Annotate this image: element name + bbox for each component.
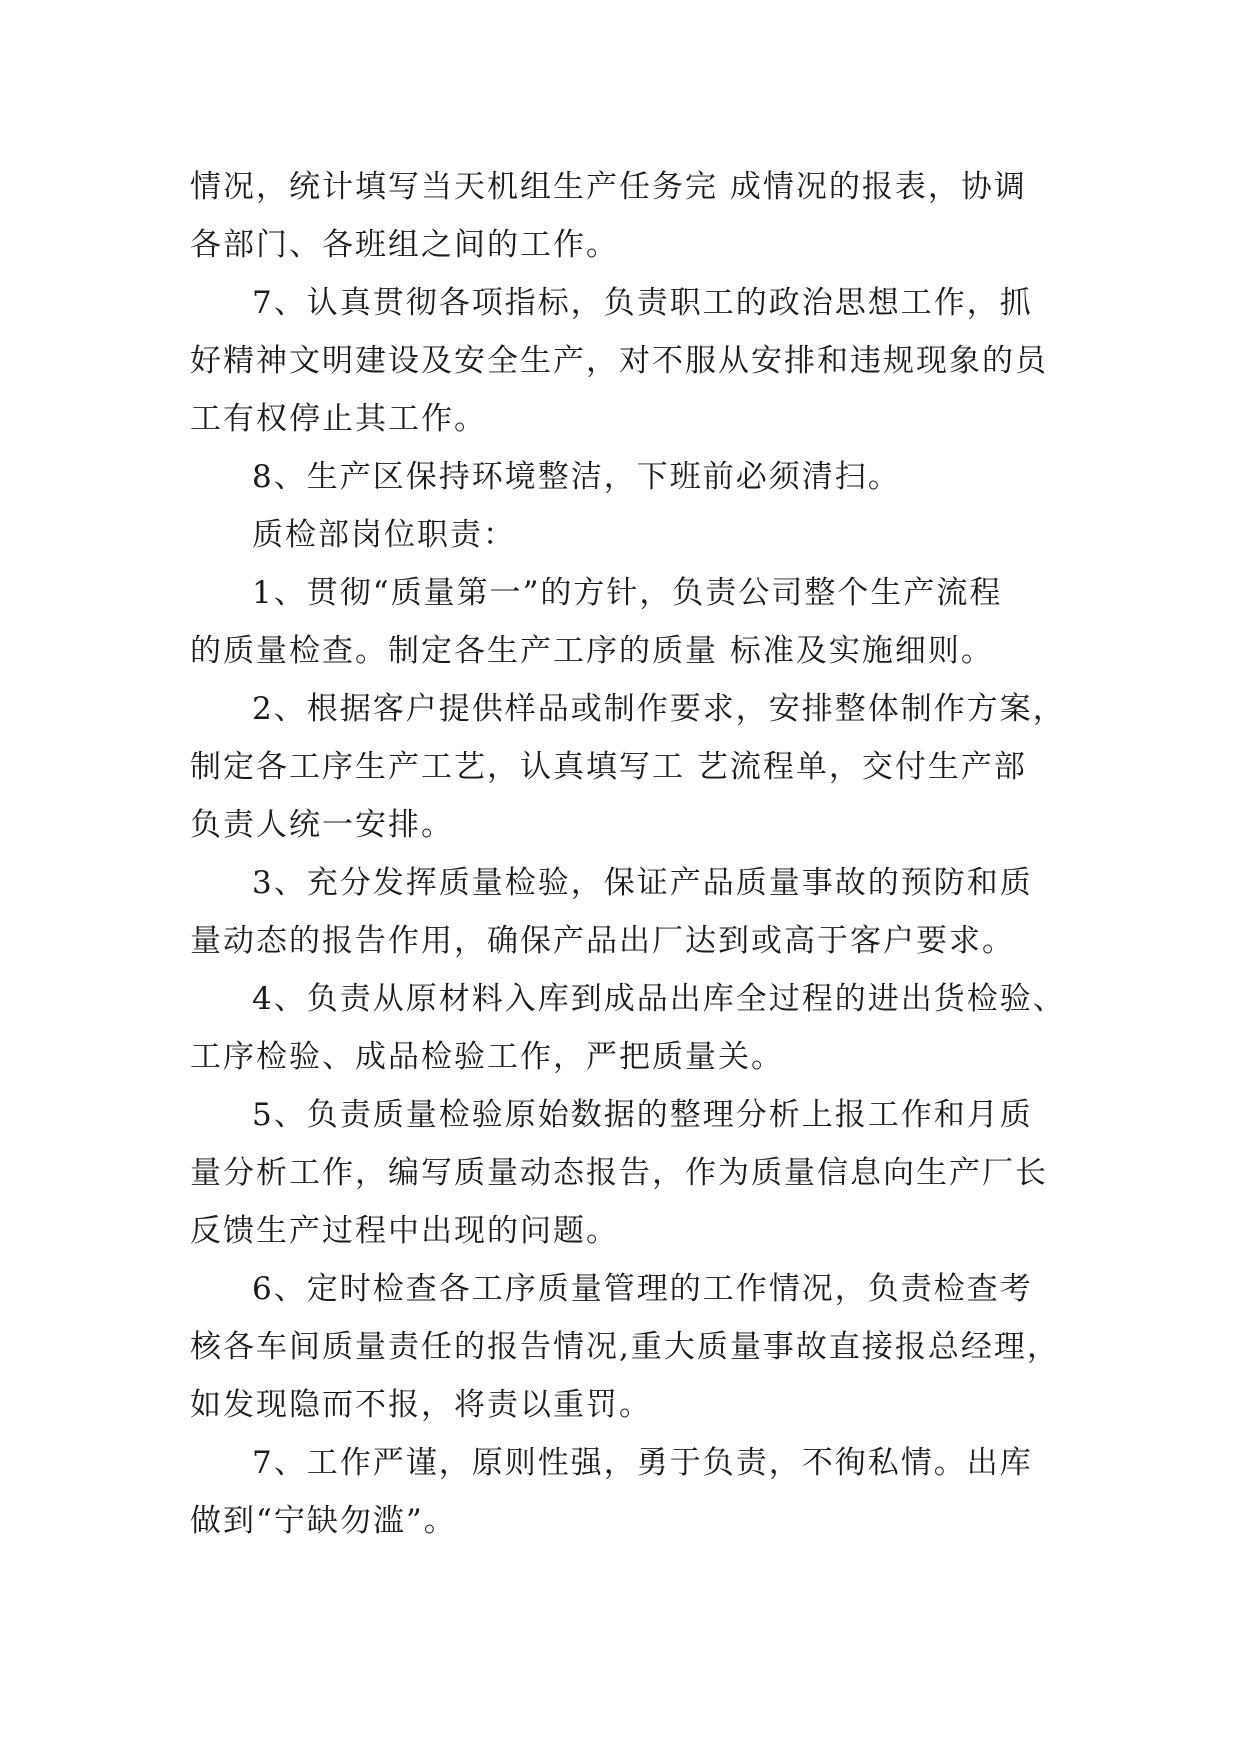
text-line: 7、工作严谨，原则性强，勇于负责，不徇私情。出库: [252, 1445, 1033, 1481]
text-line: 负责人统一安排。: [190, 807, 454, 843]
text-line: 2、根据客户提供样品或制作要求，安排整体制作方案，: [252, 691, 1066, 727]
text-line: 核各车间质量责任的报告情况,重大质量事故直接报总经理，: [190, 1329, 1060, 1365]
text-line: 4、负责从原材料入库到成品出库全过程的进出货检验、: [252, 981, 1066, 1017]
text-line: 工序检验、成品检验工作，严把质量关。: [190, 1039, 784, 1075]
text-line: 6、定时检查各工序质量管理的工作情况，负责检查考: [252, 1271, 1033, 1307]
text-line: 1、贯彻“质量第一”的方针，负责公司整个生产流程: [252, 575, 1003, 611]
text-line: 情况，统计填写当天机组生产任务完 成情况的报表，协调: [190, 169, 1027, 205]
text-line: 好精神文明建设及安全生产，对不服从安排和违规现象的员: [190, 343, 1048, 379]
text-line: 5、负责质量检验原始数据的整理分析上报工作和月质: [252, 1097, 1033, 1133]
text-line: 各部门、各班组之间的工作。: [190, 227, 619, 263]
text-line: 工有权停止其工作。: [190, 401, 487, 437]
text-line: 如发现隐而不报，将责以重罚。: [190, 1387, 652, 1423]
text-line: 量动态的报告作用，确保产品出厂达到或高于客户要求。: [190, 923, 1015, 959]
text-line: 的质量检查。制定各生产工序的质量 标准及实施细则。: [190, 633, 994, 669]
text-line: 制定各工序生产工艺，认真填写工 艺流程单，交付生产部: [190, 749, 1027, 785]
section-heading: 质检部岗位职责：: [252, 517, 516, 553]
text-line: 7、认真贯彻各项指标，负责职工的政治思想工作，抓: [252, 285, 1033, 321]
document-body: [190, 158, 1070, 1550]
text-line: 反馈生产过程中出现的问题。: [190, 1213, 619, 1249]
text-line: 3、充分发挥质量检验，保证产品质量事故的预防和质: [252, 865, 1033, 901]
text-line: 8、生产区保持环境整洁，下班前必须清扫。: [252, 459, 901, 495]
text-line: 做到“宁缺勿滥”。: [190, 1503, 457, 1539]
text-line: 量分析工作，编写质量动态报告，作为质量信息向生产厂长: [190, 1155, 1048, 1191]
